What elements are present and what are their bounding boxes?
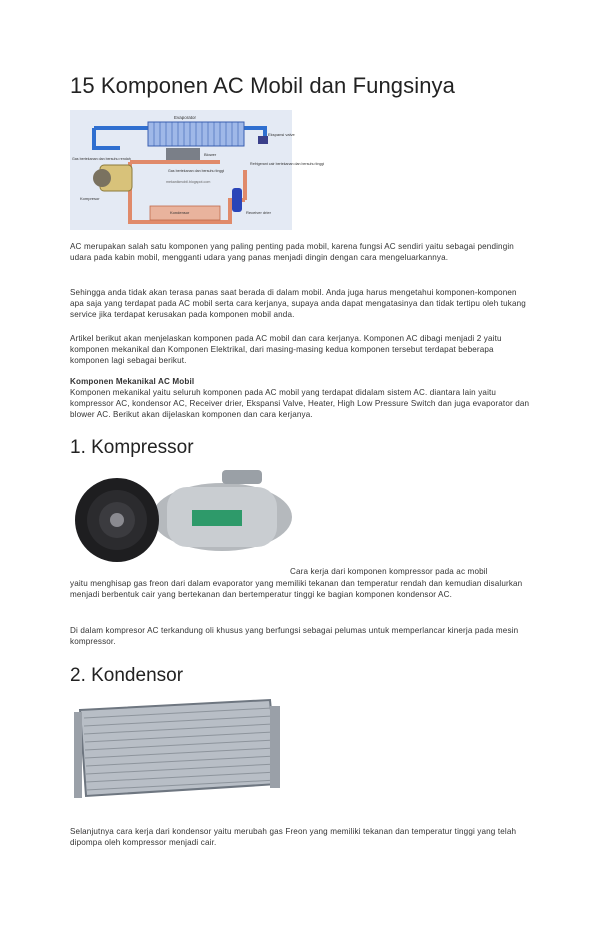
page-title: 15 Komponen AC Mobil dan Fungsinya — [70, 73, 455, 98]
section-heading-kondensor: 2. Kondensor — [70, 665, 184, 686]
intro-paragraph-2: Sehingga anda tidak akan terasa panas saat berada di dalam mobil. Anda juga harus mengetahui komponen-komponen apa saja yang terdapat pada AC mobil serta cara kerjanya, supaya anda dapat mengatasinya dan tidak tertipu oleh tukang service jika terdapat kerusakan pada komponen mobil anda. — [70, 288, 526, 320]
section-heading-kompressor: 1. Kompressor — [70, 437, 194, 458]
mechanical-heading: Komponen Mekanikal AC Mobil — [70, 377, 195, 386]
intro-paragraph-3: Artikel berikut akan menjelaskan komponen pada AC mobil dan cara kerjanya. Komponen AC dibagi menjadi 2 yaitu komponen mekanikal dan Komponen Elektrikal, dari masing-masing kedua komponen tersebut terdapat beberapa komponen lagi sebagai berikut. — [70, 334, 502, 366]
condenser-photo — [70, 696, 292, 808]
compressor-photo — [72, 462, 290, 572]
diagram-label-expansion-valve: Ekspansi valve — [268, 132, 295, 137]
diagram-label-high-pressure-liquid: Refrigerant cair bertekanan dan bersuhu tinggi — [250, 162, 325, 166]
intro-paragraph-1: AC merupakan salah satu komponen yang paling penting pada mobil, karena fungsi AC sendiri yaitu sebagai pendingin udara pada kabin mobil, mengganti udara yang panas menjadi dingin dengan cara mengeluarkannya. — [70, 242, 514, 263]
intro-paragraph-4: Komponen mekanikal yaitu seluruh komponen pada AC mobil yang terdapat didalam sistem AC. diantara lain yaitu kompressor AC, kondensor AC, Receiver drier, Ekspansi Valve, Heater, High Low Pressure Switch dan juga evaporator dan blower AC. Berikut akan dijelaskan komponen dan cara kerjanya. — [70, 388, 530, 420]
diagram-label-evaporator: Evaporator — [174, 115, 197, 120]
diagram-label-receiver-drier: Receiver drier — [246, 210, 271, 215]
diagram-label-high-pressure-gas: Gas bertekanan dan bersuhu tinggi — [168, 169, 225, 173]
ac-system-diagram — [70, 110, 325, 230]
diagram-label-compressor: Kompresor — [80, 196, 100, 201]
diagram-label-blower: Blower — [204, 152, 217, 157]
diagram-label-condenser: Kondensor — [170, 210, 190, 215]
kondensor-paragraph-1: Selanjutnya cara kerja dari kondensor yaitu merubah gas Freon yang memiliki tekanan dan temperatur tinggi yang telah dipompa oleh kompressor menjadi cair. — [70, 827, 517, 848]
kompressor-paragraph-1: yaitu menghisap gas freon dari dalam evaporator yang memiliki tekanan dan temperatur rendah dan kemudian disalurkan menjadi berbentuk cair yang bertekanan dan bertemperatur tinggi ke bagian komponen kondensor AC. — [70, 579, 523, 600]
kompressor-paragraph-2: Di dalam kompresor AC terkandung oli khusus yang berfungsi sebagai pelumas untuk memperlancar kinerja pada mesin kompressor. — [70, 626, 519, 647]
diagram-label-low-pressure-gas: Gas bertekanan dan bersuhu rendah — [72, 157, 131, 161]
compressor-caption: Cara kerja dari komponen kompressor pada ac mobil — [290, 567, 488, 576]
diagram-watermark: mekanikmobil.blogspot.com — [166, 180, 211, 184]
